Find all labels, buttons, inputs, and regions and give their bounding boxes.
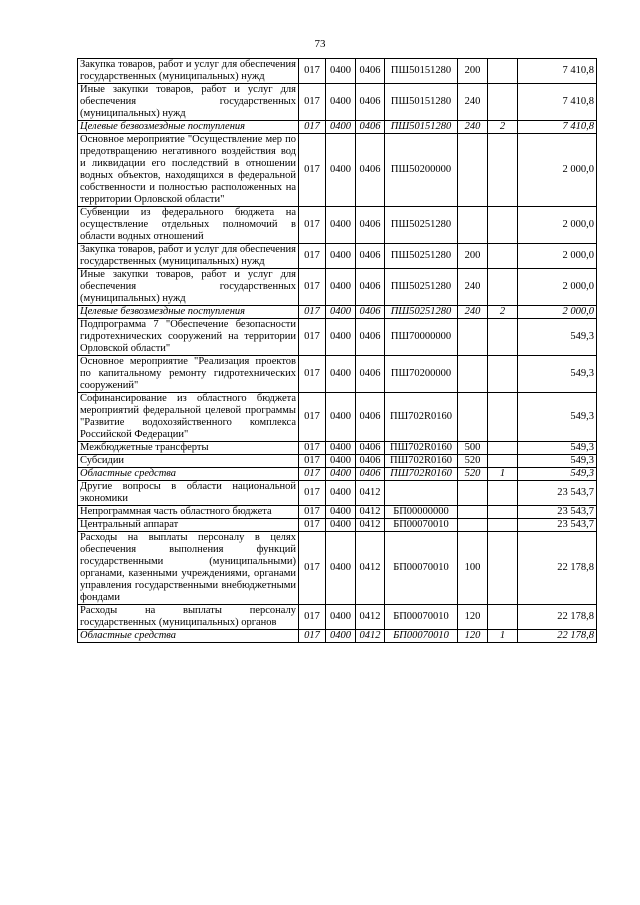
amount: 549,3	[518, 356, 597, 393]
table-row-7	[78, 269, 597, 306]
table-row-2	[78, 84, 597, 121]
ministry-code: 017	[299, 442, 326, 455]
target-article-code: БП00070010	[385, 532, 458, 605]
table-row-3	[78, 121, 597, 134]
funding-source-code	[488, 134, 518, 207]
section-code: 0400	[326, 306, 356, 319]
table-row-9	[78, 319, 597, 356]
budget-table-body	[78, 59, 597, 643]
section-code: 0400	[326, 630, 356, 643]
funding-source-code: 1	[488, 468, 518, 481]
table-row-15	[78, 481, 597, 506]
amount: 22 178,8	[518, 605, 597, 630]
funding-source-code: 2	[488, 306, 518, 319]
ministry-code: 017	[299, 519, 326, 532]
row-description: Софинансирование из областного бюджета мероприятий федеральной целевой программы "Развитие водохозяйственного комплекса Российской Федерации"	[78, 393, 299, 442]
ministry-code: 017	[299, 306, 326, 319]
target-article-code: ПШ70000000	[385, 319, 458, 356]
ministry-code: 017	[299, 269, 326, 306]
subsection-code: 0406	[356, 59, 385, 84]
table-row-14	[78, 468, 597, 481]
expense-type-code	[458, 134, 488, 207]
amount: 549,3	[518, 393, 597, 442]
ministry-code: 017	[299, 356, 326, 393]
amount: 2 000,0	[518, 244, 597, 269]
section-code: 0400	[326, 481, 356, 506]
table-row-11	[78, 393, 597, 442]
funding-source-code	[488, 393, 518, 442]
ministry-code: 017	[299, 134, 326, 207]
row-description: Целевые безвозмездные поступления	[78, 121, 299, 134]
table-row-19	[78, 605, 597, 630]
table-row-17	[78, 519, 597, 532]
funding-source-code	[488, 442, 518, 455]
subsection-code: 0412	[356, 630, 385, 643]
target-article-code	[385, 481, 458, 506]
section-code: 0400	[326, 532, 356, 605]
section-code: 0400	[326, 134, 356, 207]
subsection-code: 0412	[356, 519, 385, 532]
table-row-12	[78, 442, 597, 455]
ministry-code: 017	[299, 481, 326, 506]
table-row-6	[78, 244, 597, 269]
expense-type-code: 120	[458, 605, 488, 630]
ministry-code: 017	[299, 84, 326, 121]
expense-type-code	[458, 319, 488, 356]
table-row-8	[78, 306, 597, 319]
subsection-code: 0406	[356, 244, 385, 269]
subsection-code: 0406	[356, 306, 385, 319]
table-row-10	[78, 356, 597, 393]
row-description: Непрограммная часть областного бюджета	[78, 506, 299, 519]
ministry-code: 017	[299, 532, 326, 605]
subsection-code: 0406	[356, 121, 385, 134]
funding-source-code	[488, 84, 518, 121]
section-code: 0400	[326, 269, 356, 306]
table-row-1	[78, 59, 597, 84]
section-code: 0400	[326, 59, 356, 84]
target-article-code: ПШ702R0160	[385, 468, 458, 481]
amount: 2 000,0	[518, 306, 597, 319]
funding-source-code: 2	[488, 121, 518, 134]
ministry-code: 017	[299, 506, 326, 519]
funding-source-code	[488, 519, 518, 532]
page-number: 73	[314, 38, 326, 50]
subsection-code: 0412	[356, 605, 385, 630]
amount: 549,3	[518, 442, 597, 455]
table-row-20	[78, 630, 597, 643]
section-code: 0400	[326, 442, 356, 455]
funding-source-code	[488, 506, 518, 519]
expense-type-code: 120	[458, 630, 488, 643]
section-code: 0400	[326, 356, 356, 393]
expense-type-code: 240	[458, 121, 488, 134]
subsection-code: 0412	[356, 506, 385, 519]
expense-type-code: 200	[458, 244, 488, 269]
ministry-code: 017	[299, 59, 326, 84]
row-description: Иные закупки товаров, работ и услуг для обеспечения государственных (муниципальных) нужд	[78, 269, 299, 306]
section-code: 0400	[326, 121, 356, 134]
target-article-code: БП00070010	[385, 630, 458, 643]
section-code: 0400	[326, 605, 356, 630]
subsection-code: 0406	[356, 455, 385, 468]
section-code: 0400	[326, 506, 356, 519]
subsection-code: 0412	[356, 532, 385, 605]
row-description: Областные средства	[78, 468, 299, 481]
expense-type-code	[458, 393, 488, 442]
target-article-code: ПШ70200000	[385, 356, 458, 393]
expense-type-code: 240	[458, 269, 488, 306]
funding-source-code	[488, 532, 518, 605]
budget-table	[77, 58, 597, 643]
amount: 22 178,8	[518, 630, 597, 643]
subsection-code: 0412	[356, 481, 385, 506]
amount: 2 000,0	[518, 207, 597, 244]
row-description: Областные средства	[78, 630, 299, 643]
target-article-code: ПШ702R0160	[385, 442, 458, 455]
subsection-code: 0406	[356, 442, 385, 455]
row-description: Основное мероприятие "Реализация проектов по капитальному ремонту гидротехнических сооружений"	[78, 356, 299, 393]
row-description: Субсидии	[78, 455, 299, 468]
funding-source-code	[488, 356, 518, 393]
section-code: 0400	[326, 84, 356, 121]
amount: 549,3	[518, 455, 597, 468]
amount: 23 543,7	[518, 506, 597, 519]
amount: 23 543,7	[518, 519, 597, 532]
section-code: 0400	[326, 455, 356, 468]
amount: 22 178,8	[518, 532, 597, 605]
expense-type-code: 200	[458, 59, 488, 84]
row-description: Основное мероприятие "Осуществление мер по предотвращению негативного воздействия вод и ликвидации его последствий в отношении водных объектов, находящихся в федеральной собственности и полностью расположенных на территории Орловской области"	[78, 134, 299, 207]
row-description: Иные закупки товаров, работ и услуг для обеспечения государственных (муниципальных) нужд	[78, 84, 299, 121]
subsection-code: 0406	[356, 269, 385, 306]
target-article-code: ПШ50200000	[385, 134, 458, 207]
expense-type-code: 240	[458, 306, 488, 319]
target-article-code: ПШ50151280	[385, 59, 458, 84]
funding-source-code	[488, 269, 518, 306]
row-description: Закупка товаров, работ и услуг для обеспечения государственных (муниципальных) нужд	[78, 244, 299, 269]
expense-type-code: 520	[458, 455, 488, 468]
amount: 549,3	[518, 319, 597, 356]
ministry-code: 017	[299, 630, 326, 643]
row-description: Межбюджетные трансферты	[78, 442, 299, 455]
row-description: Расходы на выплаты персоналу в целях обеспечения выполнения функций государственными (муниципальными) органами, казенными учреждениями, органами управления государственными внебюджетными фондами	[78, 532, 299, 605]
target-article-code: ПШ702R0160	[385, 455, 458, 468]
table-row-5	[78, 207, 597, 244]
amount: 2 000,0	[518, 269, 597, 306]
ministry-code: 017	[299, 207, 326, 244]
subsection-code: 0406	[356, 207, 385, 244]
funding-source-code	[488, 455, 518, 468]
target-article-code: БП00070010	[385, 519, 458, 532]
funding-source-code	[488, 605, 518, 630]
subsection-code: 0406	[356, 134, 385, 207]
subsection-code: 0406	[356, 84, 385, 121]
row-description: Подпрограмма 7 "Обеспечение безопасности гидротехнических сооружений на территории Орловской области"	[78, 319, 299, 356]
section-code: 0400	[326, 468, 356, 481]
section-code: 0400	[326, 393, 356, 442]
row-description: Субвенции из федерального бюджета на осуществление отдельных полномочий в области водных отношений	[78, 207, 299, 244]
ministry-code: 017	[299, 393, 326, 442]
target-article-code: ПШ50151280	[385, 121, 458, 134]
row-description: Закупка товаров, работ и услуг для обеспечения государственных (муниципальных) нужд	[78, 59, 299, 84]
expense-type-code: 100	[458, 532, 488, 605]
row-description: Расходы на выплаты персоналу государственных (муниципальных) органов	[78, 605, 299, 630]
target-article-code: ПШ50151280	[385, 84, 458, 121]
section-code: 0400	[326, 207, 356, 244]
amount: 7 410,8	[518, 84, 597, 121]
subsection-code: 0406	[356, 356, 385, 393]
row-description: Центральный аппарат	[78, 519, 299, 532]
ministry-code: 017	[299, 244, 326, 269]
table-row-4	[78, 134, 597, 207]
ministry-code: 017	[299, 121, 326, 134]
target-article-code: ПШ50251280	[385, 244, 458, 269]
funding-source-code	[488, 207, 518, 244]
amount: 549,3	[518, 468, 597, 481]
funding-source-code	[488, 244, 518, 269]
target-article-code: ПШ50251280	[385, 207, 458, 244]
section-code: 0400	[326, 244, 356, 269]
table-row-18	[78, 532, 597, 605]
ministry-code: 017	[299, 605, 326, 630]
target-article-code: ПШ702R0160	[385, 393, 458, 442]
amount: 2 000,0	[518, 134, 597, 207]
subsection-code: 0406	[356, 393, 385, 442]
funding-source-code	[488, 59, 518, 84]
row-description: Целевые безвозмездные поступления	[78, 306, 299, 319]
target-article-code: БП00000000	[385, 506, 458, 519]
table-row-16	[78, 506, 597, 519]
funding-source-code	[488, 481, 518, 506]
section-code: 0400	[326, 519, 356, 532]
table-row-13	[78, 455, 597, 468]
subsection-code: 0406	[356, 319, 385, 356]
ministry-code: 017	[299, 319, 326, 356]
expense-type-code	[458, 506, 488, 519]
expense-type-code: 500	[458, 442, 488, 455]
amount: 23 543,7	[518, 481, 597, 506]
expense-type-code	[458, 207, 488, 244]
ministry-code: 017	[299, 468, 326, 481]
ministry-code: 017	[299, 455, 326, 468]
target-article-code: ПШ50251280	[385, 269, 458, 306]
section-code: 0400	[326, 319, 356, 356]
funding-source-code	[488, 319, 518, 356]
expense-type-code	[458, 519, 488, 532]
expense-type-code	[458, 356, 488, 393]
target-article-code: БП00070010	[385, 605, 458, 630]
funding-source-code: 1	[488, 630, 518, 643]
amount: 7 410,8	[518, 121, 597, 134]
expense-type-code: 520	[458, 468, 488, 481]
expense-type-code: 240	[458, 84, 488, 121]
subsection-code: 0406	[356, 468, 385, 481]
expense-type-code	[458, 481, 488, 506]
row-description: Другие вопросы в области национальной экономики	[78, 481, 299, 506]
target-article-code: ПШ50251280	[385, 306, 458, 319]
amount: 7 410,8	[518, 59, 597, 84]
